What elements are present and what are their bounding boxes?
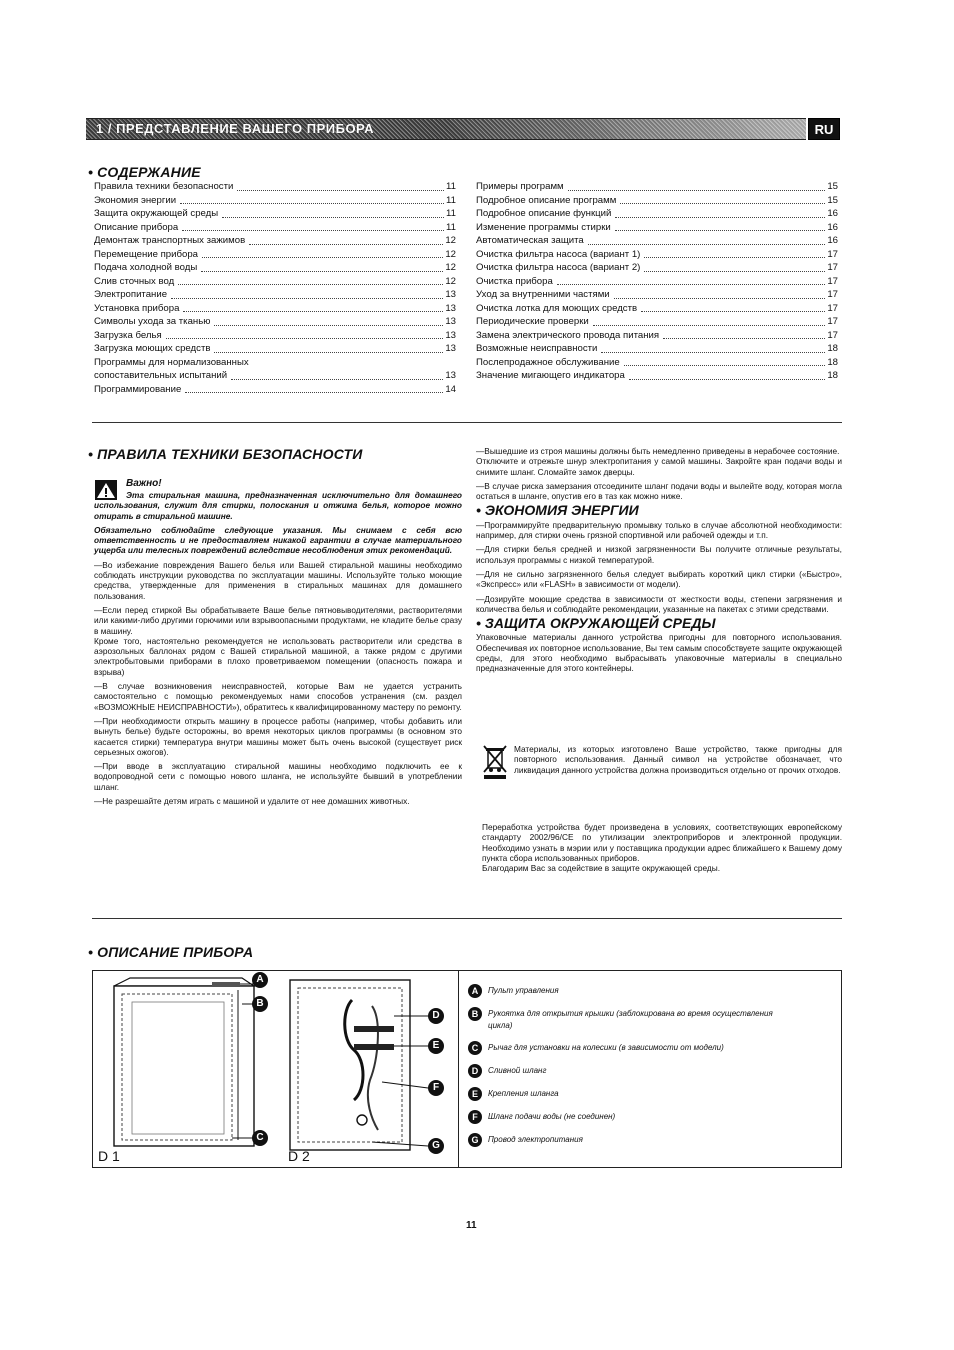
legend-item [468, 1041, 778, 1055]
toc-entry [476, 315, 838, 329]
legend-letter-badge: A [468, 984, 482, 998]
toc-entry-label: Очистка лотка для моющих средств [476, 302, 638, 314]
toc-entry-label: Правила техники безопасности [94, 181, 234, 192]
toc-entry-label: Автоматическая защита [476, 235, 584, 246]
toc-entry [94, 315, 456, 329]
environment-paragraph: Упаковочные материалы данного устройства пригодны для повторного использования. Обеспечивая их повторное использование, Вы тем самым способствуете защите окружающей среды, для этого необходимо выбрасывать упаковочные материалы в специально предназначенные для этого контейнеры. [476, 632, 842, 674]
toc-entry-page: 12 [445, 275, 456, 287]
toc-entry-page: 15 [827, 194, 838, 206]
toc-leader-dots [620, 194, 825, 205]
toc-entry-page: 17 [827, 262, 838, 273]
toc-leader-dots [644, 261, 825, 272]
toc-entry [476, 261, 838, 275]
safety-paragraph: —В случае возникновения неисправностей, которые Вам не удается устранить самостоятельно с помощью рекомендуемых нами способов устранения (см. раздел «ВОЗМОЖНЫЕ НЕИСПРАВНОСТИ»), обратитесь к квалифицированному мастеру по ремонту. [94, 681, 462, 712]
toc-entry [94, 234, 456, 248]
toc-leader-dots [629, 369, 825, 380]
toc-leader-dots [663, 329, 825, 340]
toc-leader-dots [183, 302, 443, 313]
toc-entry-page: 11 [446, 194, 456, 206]
toc-right-column [476, 180, 838, 383]
callout-b: B [252, 996, 268, 1012]
toc-entry-page: 18 [827, 370, 838, 381]
toc-entry-page: 17 [827, 302, 838, 314]
toc-entry [94, 261, 456, 275]
energy-title: • ЭКОНОМИЯ ЭНЕРГИИ [476, 502, 639, 519]
toc-entry-label: Подача холодной воды [94, 262, 198, 273]
toc-entry-page: 16 [827, 208, 838, 219]
callout-c: C [252, 1130, 268, 1146]
toc-entry-page: 11 [446, 208, 456, 219]
toc-entry-label: Экономия энергии [94, 194, 177, 206]
toc-entry-label: Изменение программы стирки [476, 221, 611, 233]
safety-paragraph: Обязательно соблюдайте следующие указания. Мы снимаем с себя всю ответственность и не предоставляем никакой гарантии в случае материального ущерба или телесных повреждений вследствие несоблюдения этих рекомендаций. [94, 524, 462, 556]
toc-entry-label: Периодические проверки [476, 316, 589, 327]
toc-entry [476, 356, 838, 370]
toc-entry-label: Описание прибора [94, 221, 179, 233]
toc-entry-label: Символы ухода за тканью [94, 316, 211, 327]
legend-text: Шланг подачи воды (не соединен) [488, 1112, 616, 1121]
toc-leader-dots [614, 288, 826, 299]
safety-paragraph: —При вводе в эксплуатацию стиральной машины необходимо подключить ее к водопроводной сети с помощью нового шланга, не используйте бывший в употреблении шланг. [94, 761, 462, 792]
legend-letter-badge: B [468, 1007, 482, 1021]
toc-entry-label: Значение мигающего индикатора [476, 370, 625, 381]
legend-item [468, 1064, 778, 1078]
toc-entry [94, 221, 456, 235]
environment-column [482, 822, 842, 877]
toc-entry [94, 207, 456, 221]
toc-left-column [94, 180, 456, 396]
toc-leader-dots [249, 234, 443, 245]
callout-d: D [428, 1008, 444, 1024]
language-badge: RU [808, 118, 840, 140]
callout-f: F [428, 1080, 444, 1096]
toc-entry-label: Очистка прибора [476, 275, 553, 287]
callout-g: G [428, 1138, 444, 1154]
toc-entry [476, 302, 838, 316]
toc-entry [94, 329, 456, 343]
toc-entry-label: сопоставительных испытаний [94, 370, 228, 381]
energy-paragraph: —Для стирки белья средней и низкой загрязненности Вы получите отличные результаты, используя программы с низкой температурой. [476, 544, 842, 565]
toc-entry [94, 248, 456, 262]
divider-rule [92, 918, 842, 919]
toc-leader-dots [182, 221, 444, 232]
toc-entry-page: 16 [827, 235, 838, 246]
legend-text: Пульт управления [488, 986, 559, 995]
toc-leader-dots [214, 315, 443, 326]
safety-paragraph: —Во избежание повреждения Вашего белья или Вашей стиральной машины необходимо соблюдать инструкции руководства по эксплуатации машины. Используйте только моющие средства, утвержденные для применения в стиральных машинах для домашнего пользования. [94, 559, 462, 601]
legend-item [468, 1110, 778, 1124]
environment-paragraph: Благодарим Вас за содействие в защите окружающей среды. [482, 863, 721, 874]
legend-item [468, 1133, 778, 1147]
toc-entry-label: Подробное описание функций [476, 208, 612, 219]
toc-entry-label: Очистка фильтра насоса (вариант 1) [476, 248, 641, 260]
toc-leader-dots [568, 180, 826, 191]
legend-text: Сливной шланг [488, 1066, 547, 1075]
figure-divider [458, 970, 459, 1168]
toc-entry-page: 17 [827, 329, 838, 341]
toc-entry-label: Перемещение прибора [94, 248, 199, 260]
toc-entry-page: 13 [445, 343, 456, 354]
toc-entry-label: Послепродажное обслуживание [476, 356, 620, 368]
safety-paragraph: —Не разрешайте детям играть с машиной и удалите от нее домашних животных. [94, 796, 410, 807]
figure-label-d2: D 2 [288, 1148, 310, 1164]
toc-leader-dots [222, 207, 444, 218]
toc-entry-label: Программирование [94, 383, 182, 395]
safety-paragraph: —Если перед стиркой Вы обрабатываете Ваше белье пятновыводителями, растворителями или какими-либо другими горючими или взрывоопасными продуктами, не кладите белье сразу в машину. [94, 604, 462, 636]
toc-entry-page: 17 [827, 248, 838, 260]
toc-entry-label: Очистка фильтра насоса (вариант 2) [476, 262, 641, 273]
toc-entry [476, 329, 838, 343]
toc-leader-dots [171, 288, 443, 299]
toc-entry-page: 13 [445, 289, 456, 300]
description-title: • ОПИСАНИЕ ПРИБОРА [88, 944, 254, 960]
legend-text: Провод электропитания [488, 1135, 583, 1144]
toc-entry-page: 17 [827, 316, 838, 327]
toc-leader-dots [180, 194, 444, 205]
safety-paragraph: —В случае риска замерзания отсоедините шланг подачи воды и вылейте воду, которая могла остаться в шланге, опустив его в таз как можно ниже. [476, 480, 842, 502]
toc-entry-page: 16 [827, 221, 838, 233]
toc-entry [94, 383, 456, 397]
safety-paragraph: —Вышедшие из строя машины должны быть немедленно приведены в нерабочее состояние. [476, 446, 840, 456]
environment-title: • ЗАЩИТА ОКРУЖАЮЩЕЙ СРЕДЫ [476, 615, 716, 632]
toc-leader-dots [593, 315, 826, 326]
toc-entry [476, 221, 838, 235]
toc-leader-dots [615, 207, 825, 218]
toc-entry-continuation [94, 369, 456, 383]
toc-leader-dots [201, 261, 443, 272]
toc-entry-label: Уход за внутренними частями [476, 289, 610, 300]
legend-letter-badge: D [468, 1064, 482, 1078]
toc-leader-dots [166, 329, 444, 340]
toc-entry-label: Подробное описание программ [476, 194, 617, 206]
toc-leader-dots [237, 180, 444, 191]
toc-entry-label: Возможные неисправности [476, 343, 598, 354]
callout-a: A [252, 972, 268, 988]
figure-label-d1: D 1 [98, 1148, 120, 1164]
contents-title: • СОДЕРЖАНИЕ [88, 164, 201, 180]
right-column [476, 446, 842, 678]
important-label: Важно! [126, 478, 162, 489]
legend-letter-badge: E [468, 1087, 482, 1101]
legend-item [468, 984, 778, 998]
toc-entry-label: Защита окружающей среды [94, 208, 219, 219]
divider-rule [92, 422, 842, 423]
legend-item [468, 1087, 778, 1101]
page-number: 11 [466, 1220, 477, 1231]
toc-entry-label: Программы для нормализованных [94, 356, 249, 368]
toc-entry [94, 180, 456, 194]
toc-leader-dots [624, 356, 826, 367]
toc-entry-page: 14 [445, 383, 456, 395]
toc-entry-label: Примеры программ [476, 181, 564, 192]
toc-entry-page: 13 [445, 370, 456, 381]
legend-letter-badge: G [468, 1133, 482, 1147]
toc-entry-page: 12 [445, 262, 456, 273]
toc-entry-page: 15 [827, 181, 838, 192]
toc-entry [94, 342, 456, 356]
toc-leader-dots [644, 248, 825, 259]
toc-leader-dots [231, 369, 443, 380]
safety-left-column [94, 490, 462, 810]
safety-paragraph: Отключите и отрежьте шнур электропитания у самой машины. Закройте кран подачи воды и снимите шланг. Сломайте замок дверцы. [476, 456, 842, 477]
energy-paragraph: —Дозируйте моющие средства в зависимости от жесткости воды, степени загрязнения и количества белья и соблюдайте рекомендации, указанные на пакетах с этими средствами. [476, 593, 842, 614]
toc-entry-page: 13 [445, 329, 456, 341]
toc-leader-dots [185, 383, 443, 394]
toc-leader-dots [214, 342, 443, 353]
toc-entry-page: 17 [827, 275, 838, 287]
toc-entry [94, 302, 456, 316]
environment-symbol-text: Материалы, из которых изготовлено Ваше устройство, также пригодны для повторного использования. Данный символ на устройстве обозначает, что ликвидация данного устройства должна производиться отдельно от прочих отходов. [514, 744, 842, 775]
toc-entry [476, 234, 838, 248]
toc-leader-dots [557, 275, 826, 286]
toc-entry [476, 180, 838, 194]
legend-letter-badge: C [468, 1041, 482, 1055]
toc-entry-label: Загрузка белья [94, 329, 162, 341]
toc-leader-dots [588, 234, 826, 245]
toc-entry [94, 194, 456, 208]
toc-entry [94, 356, 456, 383]
toc-entry [94, 288, 456, 302]
toc-entry [476, 275, 838, 289]
toc-leader-dots [615, 221, 826, 232]
toc-entry-label: Электропитание [94, 289, 168, 300]
toc-entry-page: 13 [445, 316, 456, 327]
toc-entry [476, 369, 838, 383]
toc-entry-label: Слив сточных вод [94, 275, 175, 287]
toc-entry-label: Демонтаж транспортных зажимов [94, 235, 246, 246]
toc-leader-dots [601, 342, 825, 353]
toc-entry-page: 11 [446, 181, 456, 192]
legend-text: Крепления шланга [488, 1089, 559, 1098]
toc-entry-page: 12 [445, 248, 456, 260]
toc-entry-label: Установка прибора [94, 302, 180, 314]
toc-entry [476, 207, 838, 221]
environment-paragraph: Переработка устройства будет произведена в условиях, соответствующих европейскому стандарту 2002/96/CE по утилизации электроприборов и электронной продукции. Необходимо узнать в мэрии или у поставщика продукции адрес ближайшего к Вашему дому пункта сбора использованных приборов. [482, 822, 842, 863]
legend-text: Рычаг для установки на колесики (в зависимости от модели) [488, 1043, 724, 1052]
toc-leader-dots [202, 248, 443, 259]
parts-legend [468, 984, 778, 1156]
toc-leader-dots [641, 302, 825, 313]
toc-entry-page: 18 [827, 343, 838, 354]
toc-entry [94, 275, 456, 289]
safety-paragraph: Кроме того, настоятельно рекомендуется не использовать растворители или средства в аэрозольных баллонах рядом с Вашей стиральной машиной, а также рядом с другими электробытовыми приборами в плохо проветриваемом помещении (опасность пожара и взрыва) [94, 635, 462, 677]
legend-letter-badge: F [468, 1110, 482, 1124]
toc-entry-page: 11 [446, 221, 456, 233]
toc-entry [476, 194, 838, 208]
legend-text: Рукоятка для открытия крышки (заблокирована во время осуществления цикла) [488, 1009, 773, 1030]
toc-entry-page: 18 [827, 356, 838, 368]
toc-entry-page: 12 [445, 235, 456, 246]
safety-paragraph: Эта стиральная машина, предназначенная исключительно для домашнего использования, служит для стирки, полоскания и отжима белья, которое можно отирать в стиральной машине. [94, 490, 462, 521]
safety-paragraph: —При необходимости открыть машину в процессе работы (например, чтобы добавить или вынуть белье) будьте осторожны, во время некоторых циклов программы (в основном это касается стирки) температура внутри машины может быть очень высокой (существует риск серьезных ожогов). [94, 715, 462, 757]
toc-leader-dots [178, 275, 443, 286]
toc-entry-label: Загрузка моющих средств [94, 343, 211, 354]
callout-e: E [428, 1038, 444, 1054]
toc-entry-page: 17 [827, 289, 838, 300]
toc-entry [476, 288, 838, 302]
legend-item [468, 1007, 778, 1032]
crossed-bin-icon [482, 744, 508, 780]
safety-title: • ПРАВИЛА ТЕХНИКИ БЕЗОПАСНОСТИ [88, 446, 363, 462]
washer-back-illustration [282, 970, 452, 1168]
energy-paragraph: —Программируйте предварительную промывку только в случае абсолютной необходимости: например, для стирки очень грязной спортивной или рабочей одежды и т.п. [476, 519, 842, 541]
toc-entry-label: Замена электрического провода питания [476, 329, 660, 341]
toc-entry [476, 248, 838, 262]
toc-entry [476, 342, 838, 356]
energy-paragraph: —Для не сильно загрязненного белья следует выбирать короткий цикл стирки («Быстро», «Экспресс» или «FLASH» в зависимости от модели). [476, 568, 842, 590]
section-header-title: 1 / ПРЕДСТАВЛЕНИЕ ВАШЕГО ПРИБОРА [96, 121, 374, 136]
toc-entry-page: 13 [445, 302, 456, 314]
